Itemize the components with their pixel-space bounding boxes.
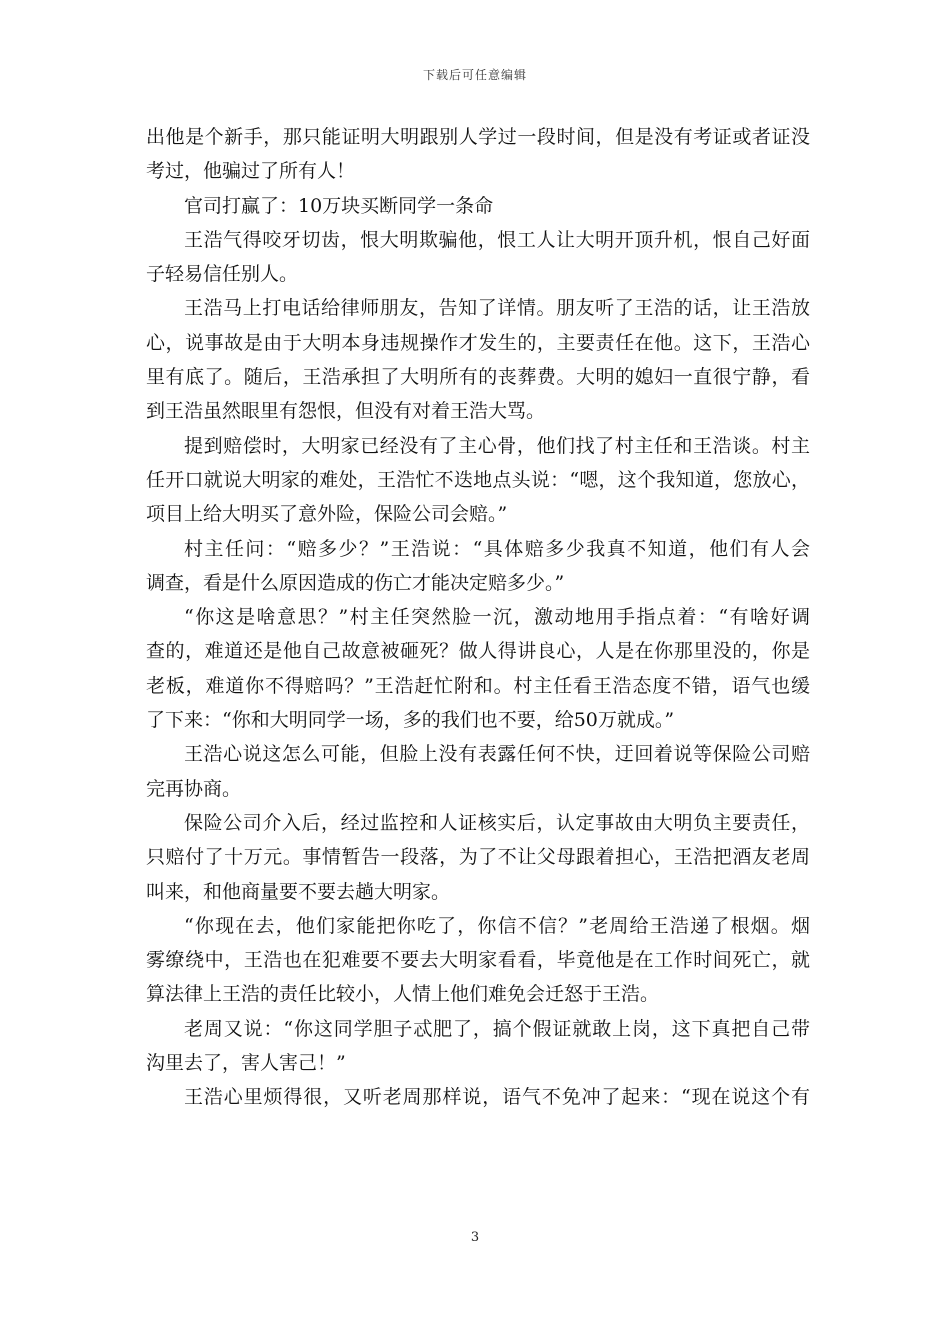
text-line: 老周又说：“你这同学胆子忒肥了，搞个假证就敢上岗，这下真把自己带 xyxy=(184,1017,810,1040)
text-line: 老板，难道你不得赔吗？”王浩赶忙附和。村主任看王浩态度不错，语气也缓 xyxy=(146,674,810,697)
text-line: 任开口就说大明家的难处，王浩忙不迭地点头说：“嗯，这个我知道，您放心， xyxy=(146,468,810,491)
document-body xyxy=(146,120,810,1115)
text-line: 完再协商。 xyxy=(146,777,242,800)
text-line: 子轻易信任别人。 xyxy=(146,263,299,286)
text-line: 王浩心说这怎么可能，但脸上没有表露任何不快，迂回着说等保险公司赔 xyxy=(184,743,810,766)
text-line: 到王浩虽然眼里有怨恨，但没有对着王浩大骂。 xyxy=(146,400,546,423)
text-line: 了下来：“你和大明同学一场，多的我们也不要，给50万就成。” xyxy=(146,709,675,732)
text-line: 项目上给大明买了意外险，保险公司会赔。” xyxy=(146,503,508,526)
text-line: 提到赔偿时，大明家已经没有了主心骨，他们找了村主任和王浩谈。村主 xyxy=(184,434,810,457)
text-line: 考过，他骗过了所有人！ xyxy=(146,160,356,183)
text-line: 心，说事故是由于大明本身违规操作才发生的，主要责任在他。这下，王浩心 xyxy=(146,331,810,354)
text-line: 出他是个新手，那只能证明大明跟别人学过一段时间，但是没有考证或者证没 xyxy=(146,126,810,148)
text-line: 官司打赢了：10万块买断同学一条命 xyxy=(184,194,494,217)
text-line: 沟里去了，害人害己！” xyxy=(146,1052,346,1075)
text-line: 王浩气得咬牙切齿，恨大明欺骗他，恨工人让大明开顶升机，恨自己好面 xyxy=(184,228,810,251)
text-line: 叫来，和他商量要不要去趟大明家。 xyxy=(146,880,451,903)
page-number: 3 xyxy=(470,1230,480,1245)
page-header: 下载后可任意编辑 xyxy=(422,68,527,82)
text-line: 雾缭绕中，王浩也在犯难要不要去大明家看看，毕竟他是在工作时间死亡，就 xyxy=(146,949,810,972)
text-line: 村主任问：“赔多少？”王浩说：“具体赔多少我真不知道，他们有人会 xyxy=(184,537,810,560)
text-line: 算法律上王浩的责任比较小，人情上他们难免会迁怒于王浩。 xyxy=(146,983,660,1006)
text-line: 王浩心里烦得很，又听老周那样说，语气不免冲了起来：“现在说这个有 xyxy=(184,1086,810,1109)
text-line: 只赔付了十万元。事情暂告一段落，为了不让父母跟着担心，王浩把酒友老周 xyxy=(146,846,810,869)
text-line: 王浩马上打电话给律师朋友，告知了详情。朋友听了王浩的话，让王浩放 xyxy=(184,297,810,320)
text-line: 查的，难道还是他自己故意被砸死？做人得讲良心，人是在你那里没的，你是 xyxy=(146,640,810,663)
text-line: “你现在去，他们家能把你吃了，你信不信？”老周给王浩递了根烟。烟 xyxy=(184,914,810,937)
text-line: 调查，看是什么原因造成的伤亡才能决定赔多少。” xyxy=(146,571,565,594)
text-line: 里有底了。随后，王浩承担了大明所有的丧葬费。大明的媳妇一直很宁静，看 xyxy=(146,366,810,389)
text-line: “你这是啥意思？”村主任突然脸一沉，激动地用手指点着：“有啥好调 xyxy=(184,606,810,629)
text-line: 保险公司介入后，经过监控和人证核实后，认定事故由大明负主要责任， xyxy=(184,811,810,834)
